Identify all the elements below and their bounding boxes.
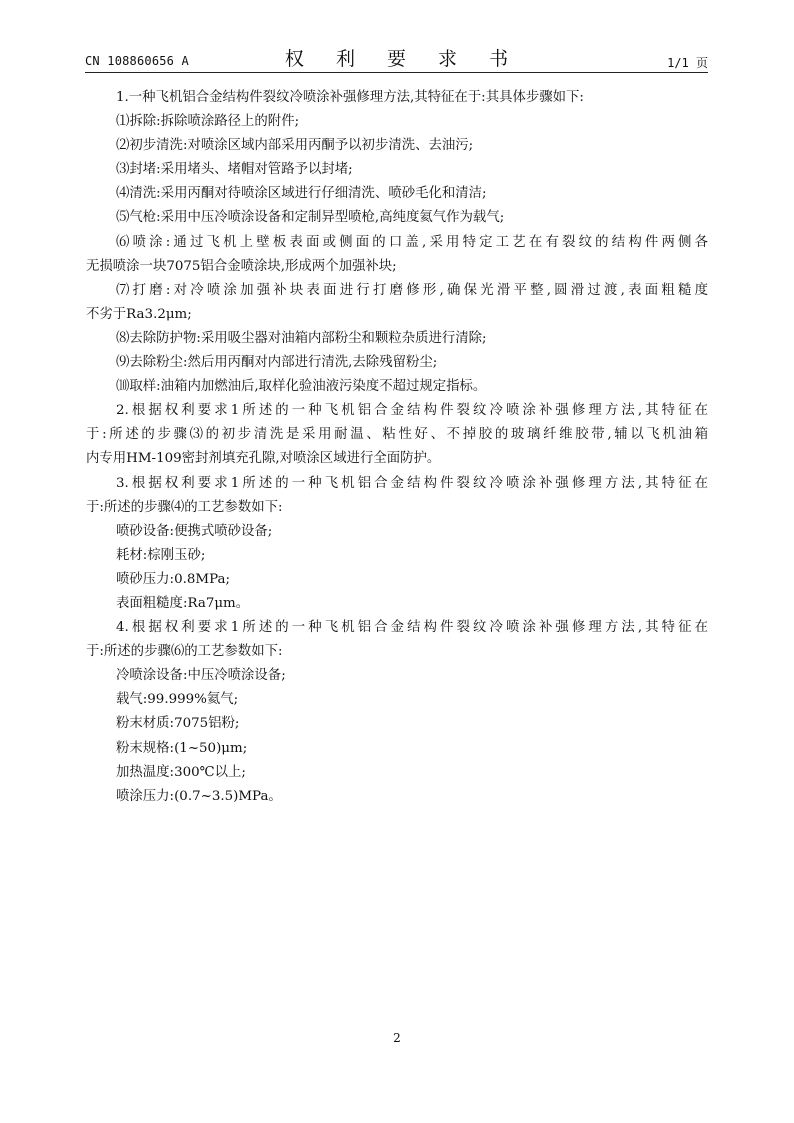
claim-1-intro: 1.一种飞机铝合金结构件裂纹冷喷涂补强修理方法,其特征在于:其具体步骤如下: xyxy=(116,90,584,105)
claim-3-line-1: 3.根据权利要求1所述的一种飞机铝合金结构件裂纹冷喷涂补强修理方法,其特征在 xyxy=(116,475,708,491)
claim-1-step-8: ⑻去除防护物:采用吸尘器对油箱内部粉尘和颗粒杂质进行清除; xyxy=(116,330,487,346)
claim-1-step-1: ⑴拆除:拆除喷涂路径上的附件; xyxy=(116,114,300,130)
claim-2-line-3: 内专用HM-109密封剂填充孔隙,对喷涂区域进行全面防护。 xyxy=(86,451,441,467)
document-title: 权 利 要 求 书 xyxy=(284,48,522,70)
claim-1-step-6-line-2: 无损喷涂一块7075铝合金喷涂块,形成两个加强补块; xyxy=(86,258,397,274)
page-count: 1/1 页 xyxy=(667,56,708,70)
claims-body xyxy=(86,86,708,809)
header-divider xyxy=(85,72,708,73)
claim-4-param-6: 喷涂压力:(0.7~3.5)MPa。 xyxy=(116,788,282,804)
claim-1-step-6-line-1: ⑹喷涂:通过飞机上壁板表面或侧面的口盖,采用特定工艺在有裂纹的结构件两侧各 xyxy=(116,234,708,250)
claim-1-step-7-line-1: ⑺打磨:对冷喷涂加强补块表面进行打磨修形,确保光滑平整,圆滑过渡,表面粗糙度 xyxy=(116,282,708,298)
claim-4-param-1: 冷喷涂设备:中压冷喷涂设备; xyxy=(116,668,286,684)
claim-1-step-2: ⑵初步清洗:对喷涂区域内部采用丙酮予以初步清洗、去油污; xyxy=(116,138,474,154)
claim-3-param-1: 喷砂设备:便携式喷砂设备; xyxy=(116,523,273,539)
claim-3-param-2: 耗材:棕刚玉砂; xyxy=(116,547,206,563)
claim-1-step-10: ⑽取样:油箱内加燃油后,取样化验油液污染度不超过规定指标。 xyxy=(116,379,487,395)
claim-4-line-2: 于:所述的步骤⑹的工艺参数如下: xyxy=(86,644,283,660)
claim-2-line-2: 于:所述的步骤⑶的初步清洗是采用耐温、粘性好、不掉胶的玻璃纤维胶带,辅以飞机油箱 xyxy=(86,427,708,443)
claim-4-param-3: 粉末材质:7075铝粉; xyxy=(116,716,240,732)
claim-3-param-4: 表面粗糙度:Ra7μm。 xyxy=(116,595,250,611)
claim-1-step-3: ⑶封堵:采用堵头、堵帽对管路予以封堵; xyxy=(116,162,353,178)
claim-1-step-4: ⑷清洗:采用丙酮对待喷涂区域进行仔细清洗、喷砂毛化和清洁; xyxy=(116,186,487,202)
claim-3-line-2: 于:所述的步骤⑷的工艺参数如下: xyxy=(86,499,283,515)
page-number: 2 xyxy=(393,1031,401,1045)
claim-4-param-2: 载气:99.999%氦气; xyxy=(116,692,239,708)
page-header xyxy=(85,44,708,74)
claim-1-step-7-line-2: 不劣于Ra3.2μm; xyxy=(86,306,192,322)
claim-4-param-5: 加热温度:300℃以上; xyxy=(116,764,246,780)
publication-number: CN 108860656 A xyxy=(85,54,189,68)
claim-4-param-4: 粉末规格:(1~50)μm; xyxy=(116,740,248,756)
claim-3-param-3: 喷砂压力:0.8MPa; xyxy=(116,571,230,587)
claim-1-step-5: ⑸气枪:采用中压冷喷涂设备和定制异型喷枪,高纯度氦气作为载气; xyxy=(116,210,505,226)
claim-4-line-1: 4.根据权利要求1所述的一种飞机铝合金结构件裂纹冷喷涂补强修理方法,其特征在 xyxy=(116,620,708,636)
claim-1-step-9: ⑼去除粉尘:然后用丙酮对内部进行清洗,去除残留粉尘; xyxy=(116,355,438,371)
claim-2-line-1: 2.根据权利要求1所述的一种飞机铝合金结构件裂纹冷喷涂补强修理方法,其特征在 xyxy=(116,403,708,419)
